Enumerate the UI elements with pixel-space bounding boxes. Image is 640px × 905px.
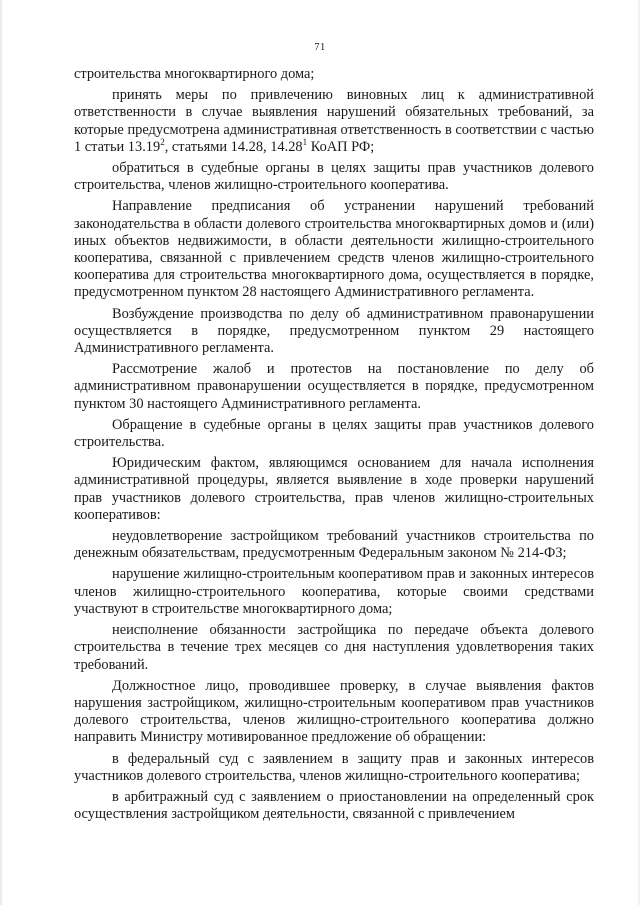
body-text: [74, 66, 594, 827]
paragraph-text: , статьями 14.28, 14.28: [164, 138, 303, 155]
paragraph-item-unsatisfied-claims: неудовлетворение застройщиком требований участников строительства по денежным обязательствам, предусмотренным Федеральным законом № 214-ФЗ;: [74, 528, 594, 562]
paragraph-court-heading: Обращение в судебные органы в целях защиты прав участников долевого строительства.: [74, 416, 594, 451]
paragraph-item-arbitration-court: в арбитражный суд с заявлением о приостановлении на определенный срок осуществления застройщиком деятельности, связанной с привлечением: [74, 788, 594, 823]
paragraph-legal-fact: Юридическим фактом, являющимся основанием для начала исполнения административной процедуры, является выявление в ходе проверки нарушений прав участников долевого строительства, прав членов жилищно-строительных кооперативов:: [74, 455, 594, 523]
paragraph-complaints: Рассмотрение жалоб и протестов на постановление по делу об административном правонарушении осуществляется в порядке, предусмотренном пунктом 30 настоящего Административного регламента.: [74, 361, 594, 412]
paragraph-text: принять меры по привлечению виновных лиц к административной ответственности в случае выявления нарушений обязательных требований, за которые предусмотрена административная ответственность в соответствии с частью 1 статьи 13.19: [74, 87, 594, 155]
paragraph-item-federal-court: в федеральный суд с заявлением в защиту прав и законных интересов участников долевого строительства, членов жилищно-строительного кооператива;: [74, 750, 594, 784]
paragraph-administrative-liability: [74, 87, 594, 156]
paragraph-prescription: Направление предписания об устранении нарушений требований законодательства в области долевого строительства многоквартирных домов и (или) иных объектов недвижимости, в области деятельности жилищно-строительного кооператива, связанной с привлечением средств членов жилищно-строительного кооператива для строительства многоквартирного дома, осуществляется в порядке, предусмотренном пунктом 28 настоящего Административного регламента.: [74, 198, 594, 301]
paragraph-court-appeal: обратиться в судебные органы в целях защиты прав участников долевого строительства, членов жилищно-строительного кооператива.: [74, 160, 594, 194]
paragraph-item-cooperative-violation: нарушение жилищно-строительным кооперативом прав и законных интересов членов жилищно-строительного кооператива, которые своими средствами участвуют в строительстве многоквартирного дома;: [74, 566, 594, 617]
page-number: 71: [314, 42, 326, 53]
paragraph-continuation: строительства многоквартирного дома;: [74, 66, 315, 82]
paragraph-proceedings: Возбуждение производства по делу об административном правонарушении осуществляется в порядке, предусмотренном пунктом 29 настоящего Административного регламента.: [74, 305, 594, 357]
paragraph-item-nonfulfilment: неисполнение обязанности застройщика по передаче объекта долевого строительства в течение трех месяцев со дня наступления удовлетворения таких требований.: [74, 622, 594, 673]
scan-edge-left: [0, 0, 3, 905]
paragraph-official-proposal: Должностное лицо, проводившее проверку, в случае выявления фактов нарушения застройщиком, жилищно-строительным кооперативом прав участников долевого строительства, членов жилищно-строительного кооператива должно направить Министру мотивированное предложение об обращении:: [74, 677, 594, 746]
superscript-1: 1: [302, 137, 308, 148]
paragraph-text: КоАП РФ;: [307, 138, 375, 155]
superscript-2: 2: [160, 137, 165, 148]
